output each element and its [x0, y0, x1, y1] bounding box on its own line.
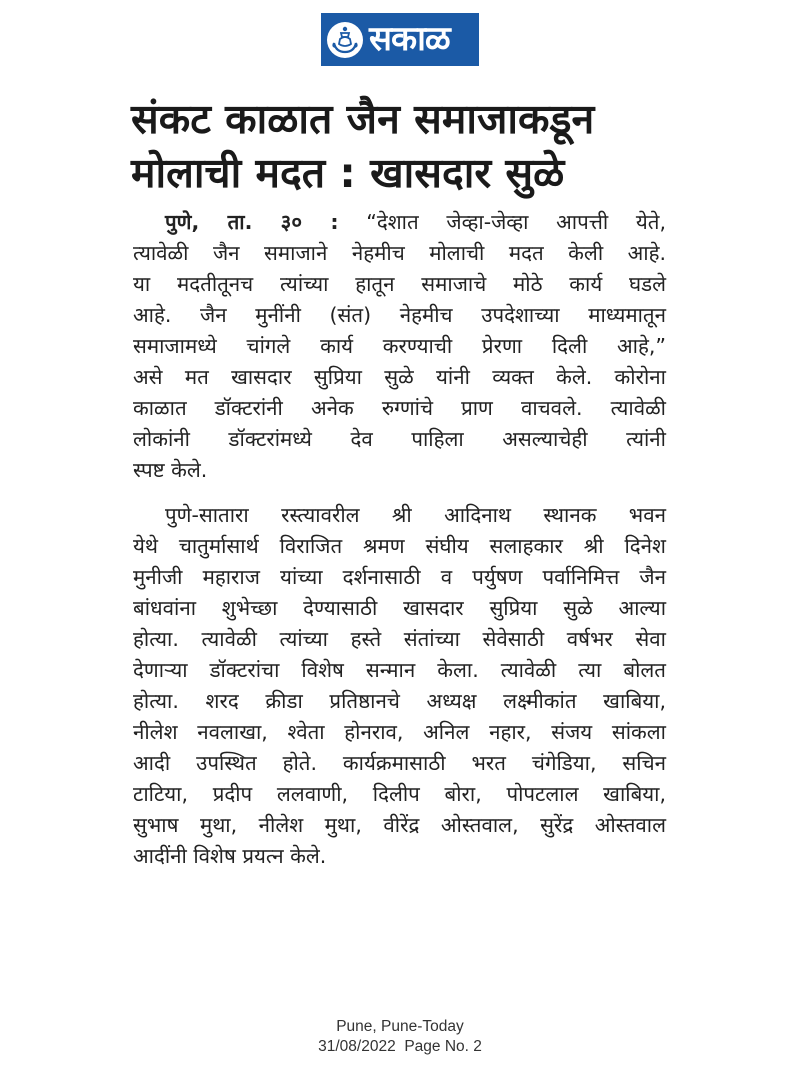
body-line: समाजामध्ये चांगले कार्य करण्याची प्रेरणा दिली आहे,”	[133, 334, 666, 358]
body-line: स्पष्ट केले.	[133, 458, 208, 482]
sakal-emblem-icon	[327, 22, 363, 58]
body-line: आहे. जैन मुनींनी (संत) नेहमीच उपदेशाच्या माध्यमातून	[133, 303, 666, 327]
paragraph-1	[133, 207, 666, 486]
publication-footer	[0, 1017, 800, 1057]
body-line: आदींनी विशेष प्रयत्न केले.	[133, 844, 327, 868]
body-line: लोकांनी डॉक्टरांमध्ये देव पाहिला असल्याचेही त्यांनी	[133, 427, 666, 451]
paragraph-gap	[133, 486, 666, 500]
body-line: पुणे, ता. ३० : “देशात जेव्हा-जेव्हा आपत्ती येते,	[165, 210, 666, 234]
body-line: सुभाष मुथा, नीलेश मुथा, वीरेंद्र ओस्तवाल, सुरेंद्र ओस्तवाल	[133, 813, 666, 837]
date-page-label: 31/08/2022 Page No. 2	[318, 1038, 482, 1055]
body-line: होत्या. शरद क्रीडा प्रतिष्ठानचे अध्यक्ष लक्ष्मीकांत खाबिया,	[133, 689, 666, 713]
body-line: बांधवांना शुभेच्छा देण्यासाठी खासदार सुप्रिया सुळे आल्या	[133, 596, 666, 620]
body-line: देणाऱ्या डॉक्टरांचा विशेष सन्मान केला. त्यावेळी त्या बोलत	[133, 658, 666, 682]
body-line: येथे चातुर्मासार्थ विराजित श्रमण संघीय सलाहकार श्री दिनेश	[133, 534, 666, 558]
body-line: त्यावेळी जैन समाजाने नेहमीच मोलाची मदत केली आहे.	[133, 241, 666, 265]
dateline: पुणे, ता. ३० :	[165, 210, 339, 234]
body-line: पुणे-सातारा रस्त्यावरील श्री आदिनाथ स्थानक भवन	[165, 503, 666, 527]
body-line: या मदतीतूनच त्यांच्या हातून समाजाचे मोठे कार्य घडले	[133, 272, 666, 296]
headline-line-2: मोलाची मदत : खासदार सुळे	[131, 149, 565, 197]
masthead-name: सकाळ	[369, 19, 450, 59]
edition-label: Pune, Pune-Today	[336, 1018, 464, 1035]
body-line: होत्या. त्यावेळी त्यांच्या हस्ते संतांच्या सेवेसाठी वर्षभर सेवा	[133, 627, 666, 651]
body-line: काळात डॉक्टरांनी अनेक रुग्णांचे प्राण वाचवले. त्यावेळी	[133, 396, 666, 420]
article-headline	[131, 92, 676, 200]
headline-line-1: संकट काळात जैन समाजाकडून	[131, 95, 595, 143]
body-line: नीलेश नवलाखा, श्वेता होनराव, अनिल नहार, संजय सांकला	[133, 720, 666, 744]
body-line: आदी उपस्थित होते. कार्यक्रमासाठी भरत चंगेडिया, सचिन	[133, 751, 666, 775]
body-line: असे मत खासदार सुप्रिया सुळे यांनी व्यक्त केले. कोरोना	[133, 365, 666, 389]
body-line: मुनीजी महाराज यांच्या दर्शनासाठी व पर्युषण पर्वानिमित्त जैन	[133, 565, 666, 589]
body-line: टाटिया, प्रदीप ललवाणी, दिलीप बोरा, पोपटलाल खाबिया,	[133, 782, 666, 806]
article-body	[133, 207, 666, 872]
masthead-logo	[321, 13, 479, 66]
paragraph-2	[133, 500, 666, 872]
